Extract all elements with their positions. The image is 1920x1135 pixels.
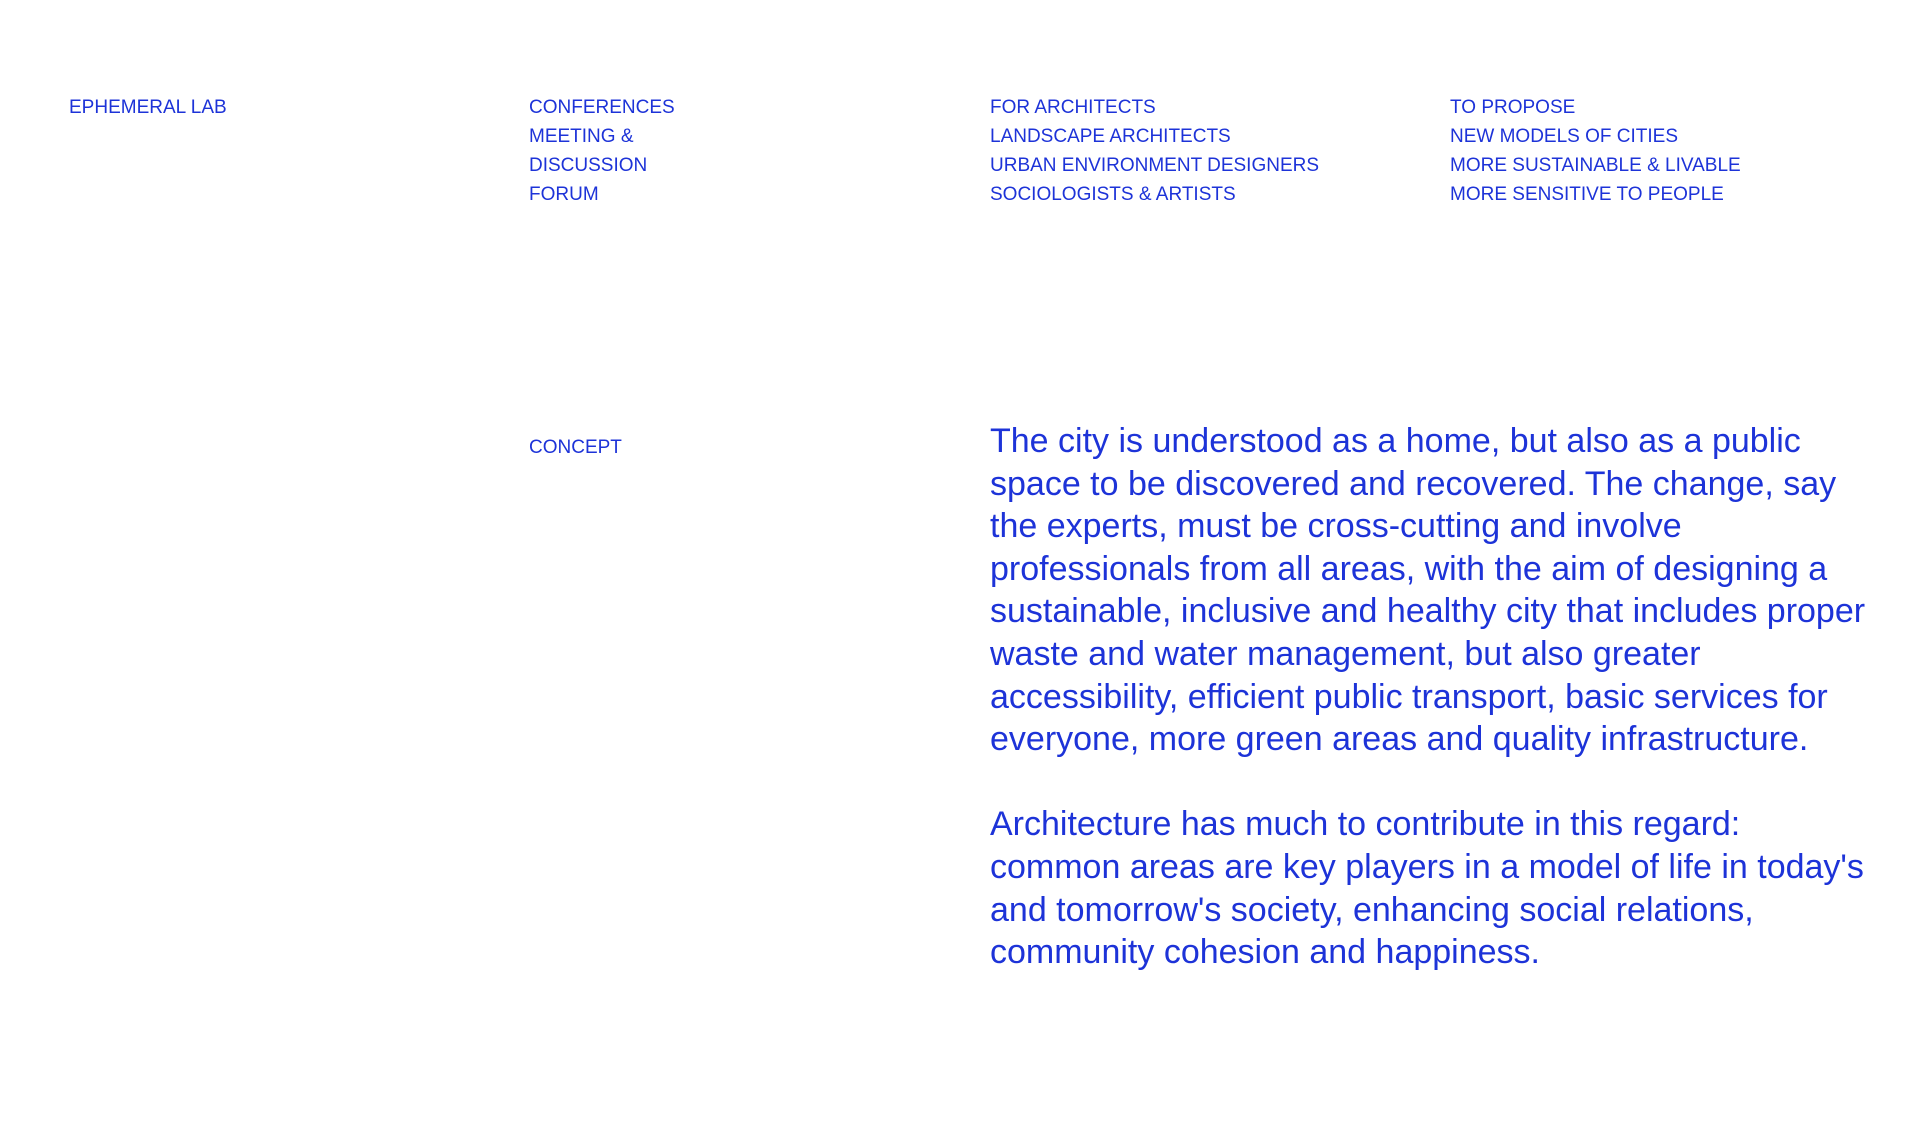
- concept-label: CONCEPT: [529, 437, 622, 458]
- brand-title[interactable]: [69, 93, 227, 122]
- audience-column: [990, 93, 1319, 209]
- format-item: DISCUSSION: [529, 155, 648, 176]
- format-item: FORUM: [529, 184, 599, 205]
- brand-name[interactable]: EPHEMERAL LAB: [69, 97, 227, 118]
- purpose-column: [1450, 93, 1741, 209]
- purpose-item: MORE SENSITIVE TO PEOPLE: [1450, 184, 1724, 205]
- purpose-item: NEW MODELS OF CITIES: [1450, 126, 1679, 147]
- audience-item: LANDSCAPE ARCHITECTS: [990, 126, 1231, 147]
- format-item: MEETING &: [529, 126, 634, 147]
- format-item: CONFERENCES: [529, 97, 675, 118]
- format-column: [529, 93, 675, 209]
- concept-paragraph: Architecture has much to contribute in this regard: common areas are key players in a model of life in today's and tomorrow's society, enhancing social relations, community cohesion and happiness.: [990, 805, 1864, 972]
- concept-paragraph: The city is understood as a home, but also as a public space to be discovered and recovered. The change, say the experts, must be cross-cutting and involve professionals from all areas, with the aim of designing a sustainable, inclusive and healthy city that includes proper waste and water management, but also greater accessibility, efficient public transport, basic services for everyone, more green areas and quality infrastructure.: [990, 422, 1866, 759]
- audience-item: FOR ARCHITECTS: [990, 97, 1156, 118]
- purpose-item: TO PROPOSE: [1450, 97, 1576, 118]
- concept-text: [990, 420, 1870, 1016]
- purpose-item: MORE SUSTAINABLE & LIVABLE: [1450, 155, 1741, 176]
- audience-item: SOCIOLOGISTS & ARTISTS: [990, 184, 1236, 205]
- audience-item: URBAN ENVIRONMENT DESIGNERS: [990, 155, 1320, 176]
